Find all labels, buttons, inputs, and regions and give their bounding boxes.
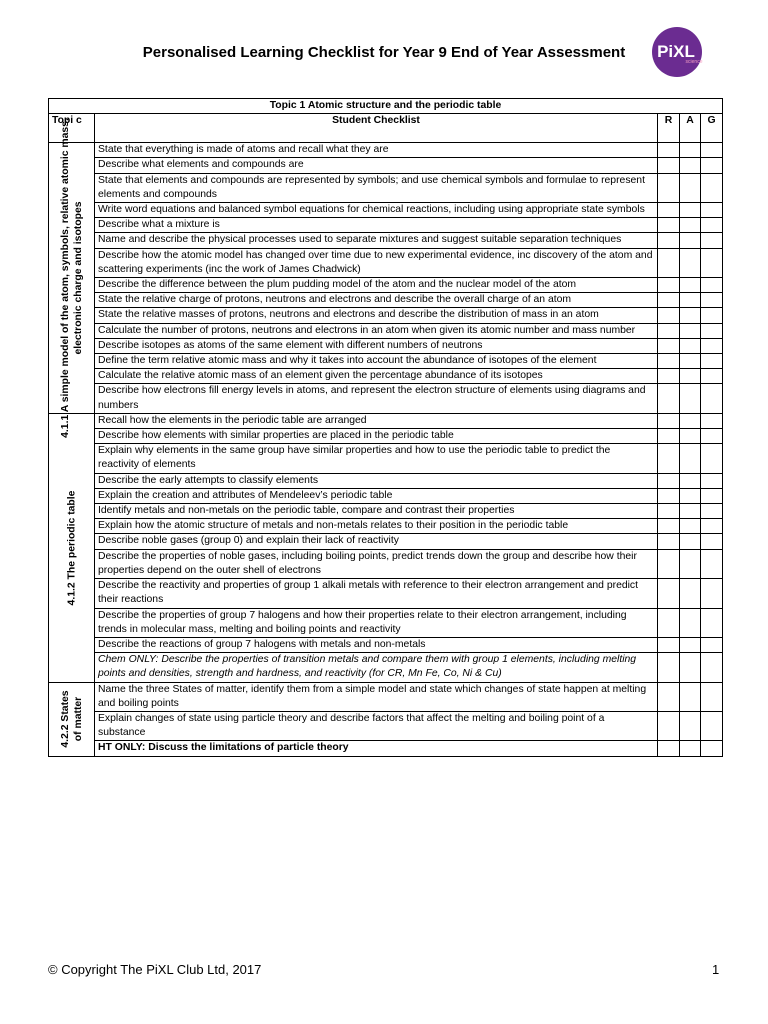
- green-rating-cell[interactable]: [701, 549, 723, 578]
- green-column-header: G: [701, 114, 723, 143]
- amber-rating-cell[interactable]: [680, 384, 701, 413]
- red-rating-cell[interactable]: [658, 158, 680, 173]
- pixl-logo: [649, 26, 705, 78]
- section-label-periodic-table: 4.1.2 The periodic table: [49, 413, 95, 682]
- amber-rating-cell[interactable]: [680, 549, 701, 578]
- amber-rating-cell[interactable]: [680, 444, 701, 473]
- red-rating-cell[interactable]: [658, 354, 680, 369]
- table-row: [49, 143, 723, 158]
- table-row: [49, 519, 723, 534]
- topic-column-header: Topi c: [49, 114, 95, 143]
- red-rating-cell[interactable]: [658, 338, 680, 353]
- table-row: [49, 218, 723, 233]
- red-rating-cell[interactable]: [658, 488, 680, 503]
- red-rating-cell[interactable]: [658, 413, 680, 428]
- table-row: [49, 293, 723, 308]
- amber-rating-cell[interactable]: [680, 682, 701, 711]
- table-row: [49, 278, 723, 293]
- green-rating-cell[interactable]: [701, 682, 723, 711]
- checklist-item: Describe isotopes as atoms of the same element with different numbers of neutrons: [95, 338, 658, 353]
- green-rating-cell[interactable]: [701, 218, 723, 233]
- table-row: [49, 444, 723, 473]
- red-rating-cell[interactable]: [658, 308, 680, 323]
- green-rating-cell[interactable]: [701, 429, 723, 444]
- table-row: [49, 308, 723, 323]
- red-rating-cell[interactable]: [658, 608, 680, 637]
- table-row: [49, 711, 723, 740]
- red-rating-cell[interactable]: [658, 741, 680, 756]
- red-rating-cell[interactable]: [658, 519, 680, 534]
- red-rating-cell[interactable]: [658, 233, 680, 248]
- checklist-item: State that elements and compounds are represented by symbols; and use chemical symbols and formulae to represent elements and compounds: [95, 173, 658, 202]
- checklist-item: Describe the properties of group 7 halogens and how their properties relate to their electron arrangement, including trends in molecular mass, melting and boiling points and reactivity: [95, 608, 658, 637]
- table-row: [49, 413, 723, 428]
- green-rating-cell[interactable]: [701, 741, 723, 756]
- checklist-item: Describe the properties of noble gases, including boiling points, predict trends down the group and describe how their properties depend on the outer shell of electrons: [95, 549, 658, 578]
- green-rating-cell[interactable]: [701, 534, 723, 549]
- svg-text:science: science: [685, 59, 703, 65]
- copyright-notice: © Copyright The PiXL Club Ltd, 2017: [48, 962, 262, 977]
- checklist-item: Describe the reactivity and properties of group 1 alkali metals with reference to their electron arrangement and predict their reactions: [95, 579, 658, 608]
- checklist-item: Identify metals and non-metals on the periodic table, compare and contrast their properties: [95, 504, 658, 519]
- amber-rating-cell[interactable]: [680, 323, 701, 338]
- checklist-item: Describe how electrons fill energy levels in atoms, and represent the electron structure of elements using diagrams and numbers: [95, 384, 658, 413]
- checklist-item: State that everything is made of atoms and recall what they are: [95, 143, 658, 158]
- section-label-atomic-model: 4.1.1 A simple model of the atom, symbols, relative atomic mass, electronic charge and isotopes: [49, 143, 95, 414]
- amber-rating-cell[interactable]: [680, 173, 701, 202]
- table-row: [49, 608, 723, 637]
- red-rating-cell[interactable]: [658, 682, 680, 711]
- amber-rating-cell[interactable]: [680, 637, 701, 652]
- green-rating-cell[interactable]: [701, 384, 723, 413]
- red-rating-cell[interactable]: [658, 711, 680, 740]
- table-row: [49, 534, 723, 549]
- checklist-item: HT ONLY: Discuss the limitations of particle theory: [95, 741, 658, 756]
- amber-rating-cell[interactable]: [680, 278, 701, 293]
- green-rating-cell[interactable]: [701, 653, 723, 682]
- checklist-item: State the relative charge of protons, neutrons and electrons and describe the overall charge of an atom: [95, 293, 658, 308]
- amber-rating-cell[interactable]: [680, 203, 701, 218]
- red-rating-cell[interactable]: [658, 444, 680, 473]
- green-rating-cell[interactable]: [701, 473, 723, 488]
- amber-rating-cell[interactable]: [680, 488, 701, 503]
- amber-rating-cell[interactable]: [680, 504, 701, 519]
- red-rating-cell[interactable]: [658, 143, 680, 158]
- red-rating-cell[interactable]: [658, 218, 680, 233]
- checklist-item: Calculate the number of protons, neutrons and electrons in an atom when given its atomic number and mass number: [95, 323, 658, 338]
- table-row: [49, 369, 723, 384]
- table-row: [49, 248, 723, 277]
- green-rating-cell[interactable]: [701, 278, 723, 293]
- green-rating-cell[interactable]: [701, 504, 723, 519]
- red-rating-cell[interactable]: [658, 369, 680, 384]
- red-rating-cell[interactable]: [658, 293, 680, 308]
- checklist-column-header: Student Checklist: [95, 114, 658, 143]
- green-rating-cell[interactable]: [701, 488, 723, 503]
- checklist-item: Explain the creation and attributes of Mendeleev’s periodic table: [95, 488, 658, 503]
- green-rating-cell[interactable]: [701, 369, 723, 384]
- table-row: [49, 653, 723, 682]
- green-rating-cell[interactable]: [701, 248, 723, 277]
- table-row: [49, 504, 723, 519]
- table-row: [49, 158, 723, 173]
- table-row: [49, 549, 723, 578]
- table-row: [49, 429, 723, 444]
- red-rating-cell[interactable]: [658, 473, 680, 488]
- checklist-item: Describe how elements with similar properties are placed in the periodic table: [95, 429, 658, 444]
- amber-rating-cell[interactable]: [680, 473, 701, 488]
- green-rating-cell[interactable]: [701, 203, 723, 218]
- table-row: [49, 233, 723, 248]
- topic-heading: Topic 1 Atomic structure and the periodic table: [49, 99, 723, 114]
- amber-rating-cell[interactable]: [680, 143, 701, 158]
- checklist-item: Describe noble gases (group 0) and explain their lack of reactivity: [95, 534, 658, 549]
- table-row: [49, 488, 723, 503]
- checklist-item: Name the three States of matter, identify them from a simple model and state which changes of state happen at melting and boiling points: [95, 682, 658, 711]
- red-rating-cell[interactable]: [658, 248, 680, 277]
- table-row: [49, 173, 723, 202]
- amber-rating-cell[interactable]: [680, 218, 701, 233]
- checklist-item: Explain why elements in the same group have similar properties and how to use the periodic table to predict the reactivity of elements: [95, 444, 658, 473]
- checklist-item: Write word equations and balanced symbol equations for chemical reactions, including using appropriate state symbols: [95, 203, 658, 218]
- checklist-item: Describe what elements and compounds are: [95, 158, 658, 173]
- red-rating-cell[interactable]: [658, 534, 680, 549]
- page-title: Personalised Learning Checklist for Year 9 End of Year Assessment: [142, 44, 626, 61]
- checklist-item: Recall how the elements in the periodic table are arranged: [95, 413, 658, 428]
- amber-rating-cell[interactable]: [680, 369, 701, 384]
- checklist-item: Describe how the atomic model has changed over time due to new experimental evidence, inc discovery of the atom and scattering experiments (inc the work of James Chadwick): [95, 248, 658, 277]
- green-rating-cell[interactable]: [701, 608, 723, 637]
- green-rating-cell[interactable]: [701, 338, 723, 353]
- svg-text:PiXL: PiXL: [657, 42, 695, 61]
- checklist-item: Explain changes of state using particle theory and describe factors that affect the melting and boiling point of a substance: [95, 711, 658, 740]
- green-rating-cell[interactable]: [701, 323, 723, 338]
- red-rating-cell[interactable]: [658, 637, 680, 652]
- red-rating-cell[interactable]: [658, 579, 680, 608]
- table-row: [49, 637, 723, 652]
- red-column-header: R: [658, 114, 680, 143]
- amber-column-header: A: [680, 114, 701, 143]
- amber-rating-cell[interactable]: [680, 354, 701, 369]
- amber-rating-cell[interactable]: [680, 338, 701, 353]
- green-rating-cell[interactable]: [701, 519, 723, 534]
- amber-rating-cell[interactable]: [680, 158, 701, 173]
- table-row: [49, 354, 723, 369]
- green-rating-cell[interactable]: [701, 143, 723, 158]
- red-rating-cell[interactable]: [658, 203, 680, 218]
- table-row: [49, 384, 723, 413]
- amber-rating-cell[interactable]: [680, 413, 701, 428]
- checklist-item: Define the term relative atomic mass and why it takes into account the abundance of isotopes of the element: [95, 354, 658, 369]
- green-rating-cell[interactable]: [701, 173, 723, 202]
- green-rating-cell[interactable]: [701, 293, 723, 308]
- amber-rating-cell[interactable]: [680, 579, 701, 608]
- green-rating-cell[interactable]: [701, 158, 723, 173]
- green-rating-cell[interactable]: [701, 308, 723, 323]
- checklist-table: [48, 98, 723, 757]
- red-rating-cell[interactable]: [658, 323, 680, 338]
- green-rating-cell[interactable]: [701, 637, 723, 652]
- checklist-item: Chem ONLY: Describe the properties of transition metals and compare them with group 1 elements, including melting points and densities, strength and hardness, and reactivity (for CR, Mn Fe, Co, Ni & Cu): [95, 653, 658, 682]
- green-rating-cell[interactable]: [701, 579, 723, 608]
- table-row: [49, 323, 723, 338]
- checklist-item: Name and describe the physical processes used to separate mixtures and suggest suitable separation techniques: [95, 233, 658, 248]
- amber-rating-cell[interactable]: [680, 233, 701, 248]
- checklist-item: State the relative masses of protons, neutrons and electrons and describe the distribution of mass in an atom: [95, 308, 658, 323]
- red-rating-cell[interactable]: [658, 278, 680, 293]
- amber-rating-cell[interactable]: [680, 608, 701, 637]
- table-row: [49, 579, 723, 608]
- section-label-states-of-matter: 4.2.2 States of matter: [49, 682, 95, 756]
- red-rating-cell[interactable]: [658, 653, 680, 682]
- red-rating-cell[interactable]: [658, 429, 680, 444]
- amber-rating-cell[interactable]: [680, 534, 701, 549]
- green-rating-cell[interactable]: [701, 413, 723, 428]
- amber-rating-cell[interactable]: [680, 308, 701, 323]
- table-row: [49, 338, 723, 353]
- amber-rating-cell[interactable]: [680, 248, 701, 277]
- checklist-item: Describe what a mixture is: [95, 218, 658, 233]
- checklist-item: Describe the early attempts to classify elements: [95, 473, 658, 488]
- table-row: [49, 682, 723, 711]
- checklist-item: Explain how the atomic structure of metals and non-metals relates to their position in the periodic table: [95, 519, 658, 534]
- amber-rating-cell[interactable]: [680, 429, 701, 444]
- table-row: [49, 741, 723, 756]
- checklist-item: Calculate the relative atomic mass of an element given the percentage abundance of its isotopes: [95, 369, 658, 384]
- page-number: 1: [712, 962, 720, 977]
- amber-rating-cell[interactable]: [680, 293, 701, 308]
- table-row: [49, 473, 723, 488]
- amber-rating-cell[interactable]: [680, 653, 701, 682]
- checklist-item: Describe the reactions of group 7 halogens with metals and non-metals: [95, 637, 658, 652]
- red-rating-cell[interactable]: [658, 549, 680, 578]
- green-rating-cell[interactable]: [701, 233, 723, 248]
- green-rating-cell[interactable]: [701, 444, 723, 473]
- table-row: [49, 203, 723, 218]
- red-rating-cell[interactable]: [658, 173, 680, 202]
- amber-rating-cell[interactable]: [680, 741, 701, 756]
- green-rating-cell[interactable]: [701, 354, 723, 369]
- amber-rating-cell[interactable]: [680, 711, 701, 740]
- red-rating-cell[interactable]: [658, 504, 680, 519]
- amber-rating-cell[interactable]: [680, 519, 701, 534]
- red-rating-cell[interactable]: [658, 384, 680, 413]
- green-rating-cell[interactable]: [701, 711, 723, 740]
- checklist-item: Describe the difference between the plum pudding model of the atom and the nuclear model of the atom: [95, 278, 658, 293]
